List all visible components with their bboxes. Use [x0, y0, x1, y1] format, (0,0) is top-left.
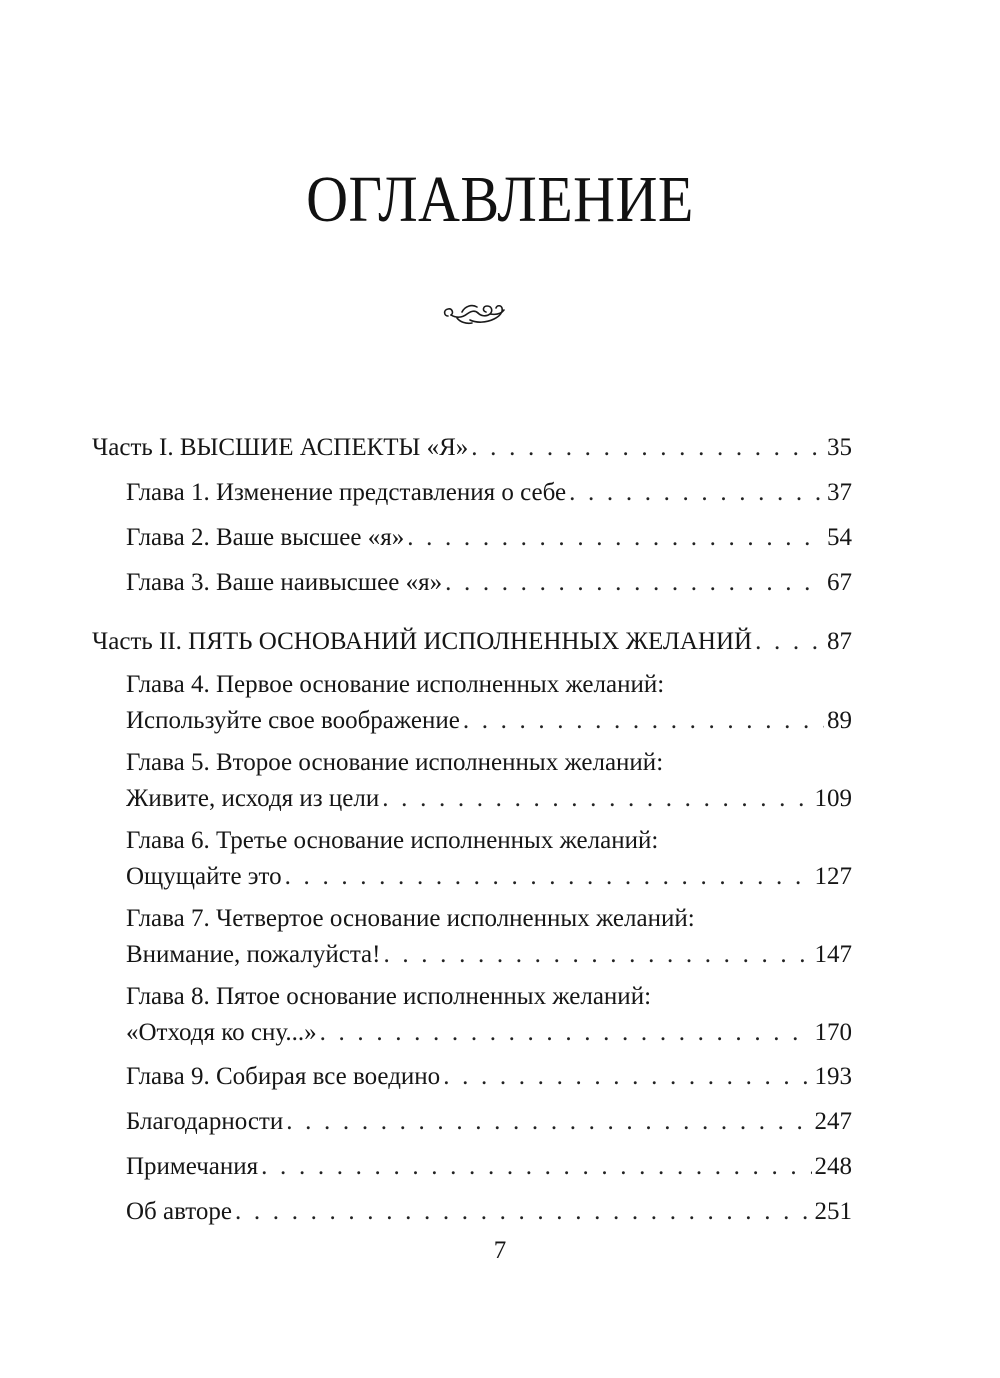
page-number: 7	[493, 1237, 507, 1264]
toc-entry-title: Глава 4. Первое основание исполненных желаний:	[126, 671, 665, 698]
toc-entry-title: Глава 2. Ваше высшее «я»	[126, 524, 405, 551]
toc-entry-title: Часть II. ПЯТЬ ОСНОВАНИЙ ИСПОЛНЕННЫХ ЖЕЛАНИЙ	[92, 628, 753, 655]
toc-page-number: 89	[827, 707, 852, 734]
toc-entry-title: Глава 8. Пятое основание исполненных желаний:	[126, 983, 652, 1010]
toc-entry-subtitle: Ощущайте это	[126, 863, 282, 890]
toc-page-number: 37	[827, 479, 852, 506]
table-of-contents	[92, 428, 852, 1231]
toc-entry-chapter-3[interactable]	[126, 563, 852, 602]
flourish-ornament-icon	[440, 298, 510, 328]
dot-leader	[471, 428, 824, 467]
dot-leader	[320, 1015, 812, 1051]
toc-entry-title: Глава 1. Изменение представления о себе	[126, 479, 567, 506]
dot-leader	[261, 1147, 811, 1186]
toc-page-number: 54	[827, 524, 852, 551]
toc-page-number: 147	[814, 941, 852, 968]
toc-entry-title: Об авторе	[126, 1198, 232, 1225]
toc-entry-title: Глава 5. Второе основание исполненных желаний:	[126, 749, 664, 776]
toc-entry-chapter-4[interactable]	[92, 667, 852, 739]
dot-leader	[445, 563, 824, 602]
toc-entry-acknowledgements[interactable]	[126, 1102, 852, 1141]
toc-entry-chapter-5[interactable]	[92, 745, 852, 817]
toc-page-number: 87	[827, 628, 852, 655]
dot-leader	[755, 622, 824, 661]
toc-entry-part-1[interactable]	[92, 428, 852, 467]
toc-entry-subtitle: Живите, исходя из цели	[126, 785, 380, 812]
dot-leader	[443, 1057, 811, 1096]
toc-page-number: 109	[814, 785, 852, 812]
dot-leader	[285, 859, 812, 895]
toc-page-number: 170	[814, 1019, 852, 1046]
toc-entry-chapter-9[interactable]	[126, 1057, 852, 1096]
toc-page-number: 247	[814, 1108, 852, 1135]
toc-entry-part-2[interactable]	[92, 622, 852, 661]
dot-leader	[463, 703, 824, 739]
toc-page-number: 127	[814, 863, 852, 890]
toc-page-number: 248	[814, 1153, 852, 1180]
toc-entry-chapter-1[interactable]	[126, 473, 852, 512]
toc-entry-title: Глава 9. Собирая все воедино	[126, 1063, 441, 1090]
toc-entry-subtitle: Используйте свое воображение	[126, 707, 460, 734]
toc-entry-subtitle: Внимание, пожалуйста!	[126, 941, 381, 968]
dot-leader	[569, 473, 824, 512]
toc-entry-notes[interactable]	[126, 1147, 852, 1186]
dot-leader	[286, 1102, 811, 1141]
toc-page-number: 193	[814, 1063, 852, 1090]
toc-entry-chapter-7[interactable]	[92, 901, 852, 973]
toc-entry-subtitle: «Отходя ко сну...»	[126, 1019, 317, 1046]
toc-entry-title: Благодарности	[126, 1108, 284, 1135]
dot-leader	[235, 1192, 812, 1231]
toc-entry-title: Глава 3. Ваше наивысшее «я»	[126, 569, 443, 596]
page-title: ОГЛАВЛЕНИЕ	[306, 163, 694, 236]
dot-leader	[382, 781, 811, 817]
toc-entry-title: Глава 7. Четвертое основание исполненных желаний:	[126, 905, 695, 932]
toc-entry-title: Примечания	[126, 1153, 259, 1180]
toc-entry-chapter-2[interactable]	[126, 518, 852, 557]
toc-entry-about-author[interactable]	[126, 1192, 852, 1231]
dot-leader	[407, 518, 824, 557]
dot-leader	[383, 937, 811, 973]
toc-page-number: 35	[827, 434, 852, 461]
toc-entry-chapter-6[interactable]	[92, 823, 852, 895]
toc-page-number: 251	[814, 1198, 852, 1225]
toc-page-number: 67	[827, 569, 852, 596]
toc-entry-title: Глава 6. Третье основание исполненных желаний:	[126, 827, 659, 854]
toc-entry-title: Часть I. ВЫСШИЕ АСПЕКТЫ «Я»	[92, 434, 469, 461]
toc-entry-chapter-8[interactable]	[92, 979, 852, 1051]
